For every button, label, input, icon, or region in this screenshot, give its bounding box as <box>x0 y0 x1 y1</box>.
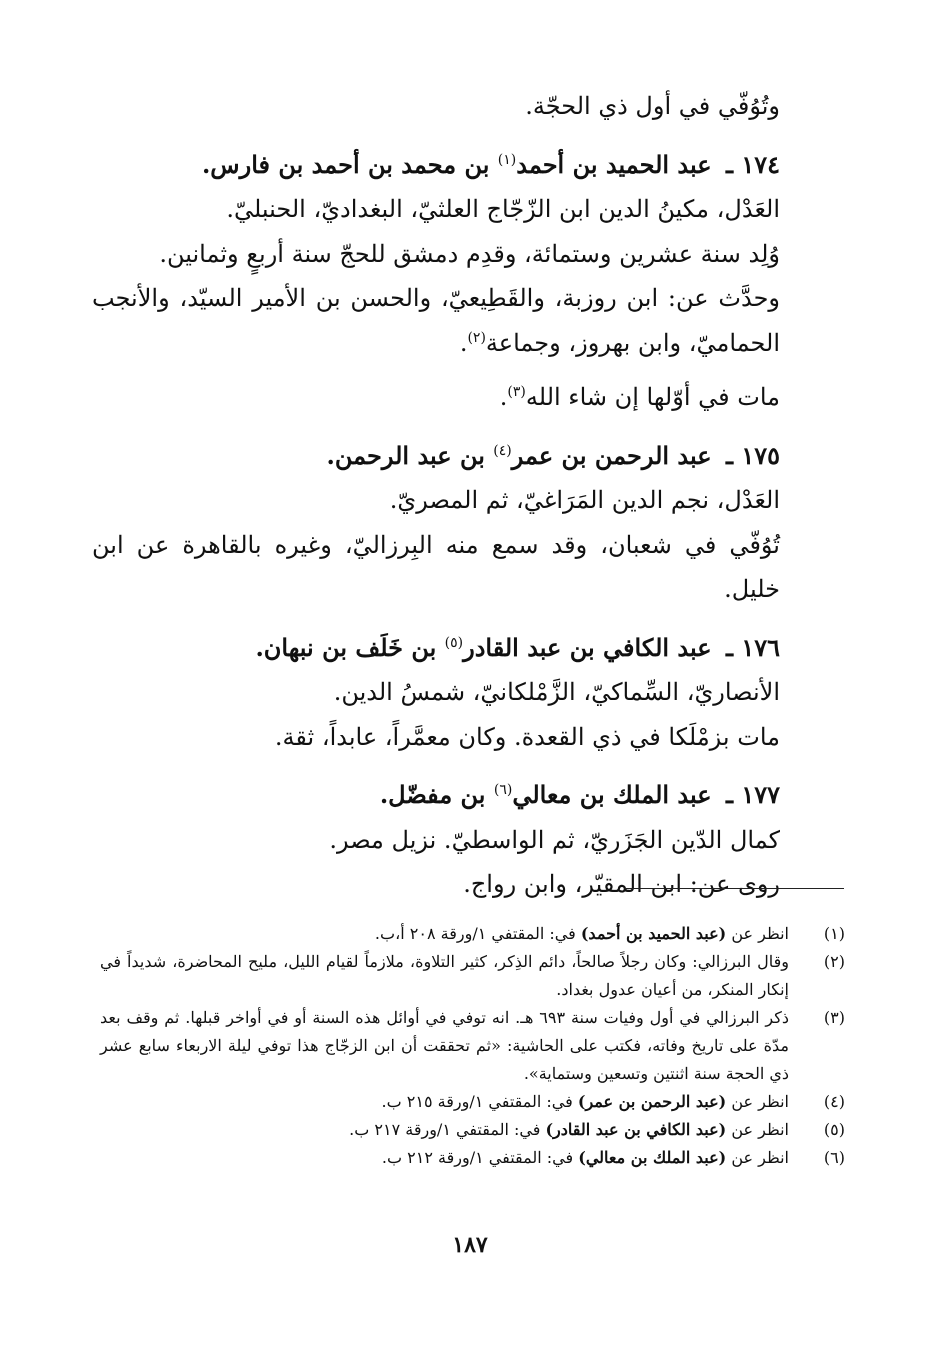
entry-name-rest: بن عبد الرحمن. <box>326 440 485 470</box>
footnote-text: وقال البرزالي: وكان رجلاً صالحاً، دائم الذِكر، كثير التلاوة، ملازماً لقيام الليل، مليح المحاضرة، شديداً في إنكار المنكر، من أعيان عدول بغداد. <box>100 952 789 999</box>
footnote-ref[interactable]: (١) <box>497 151 517 168</box>
entry-wrapped-line: وحدَّث عن: ابن روزبة، والقَطِيعيّ، والحسن بن الأمير السيّد، والأنجب الحماميّ، وابن بهروز، وجماعة$^{(٢)}$. <box>92 284 780 357</box>
footnote <box>100 920 845 948</box>
entry-name: عبد الرحمن بن عمر <box>511 440 712 470</box>
entry-line: العَدْل، نجم الدين المَرَاغيّ، ثم المصريّ. <box>389 486 780 514</box>
footnote-number: (٦) <box>823 1148 845 1167</box>
entry-174 <box>92 143 780 420</box>
entry-number: ١٧٥ ـ <box>725 440 780 470</box>
footnote-ref[interactable]: (٥) <box>444 634 464 651</box>
entry-number: ١٧٦ ـ <box>725 632 780 662</box>
footnote <box>100 1088 845 1116</box>
entry-name: عبد الكافي بن عبد القادر <box>463 632 712 662</box>
footnote-text: انظر عن (عبد الكافي بن عبد القادر) في: المقتفي ١/ورقة ٢١٧ ب. <box>349 1120 789 1139</box>
entry-last-line: مات في أوّلها إن شاء الله$^{(٣)}$. <box>499 383 780 411</box>
entry-number: ١٧٧ ـ <box>725 780 780 809</box>
entry-name: عبد الملك بن معالي <box>512 780 712 809</box>
footnote-number: (٤) <box>823 1092 845 1111</box>
footnote <box>100 1144 845 1172</box>
footnote-text: انظر عن (عبد الحميد بن أحمد) في: المقتفي ١/ورقة ٢٠٨ أ،ب. <box>374 924 789 943</box>
entry-line: مات بزمْلَكا في ذي القعدة. وكان معمَّراً، عابداً، ثقة. <box>274 722 780 751</box>
footnote-number: (١) <box>823 924 845 943</box>
footnote-number: (٢) <box>823 952 845 971</box>
entry-176 <box>92 626 780 760</box>
entry-heading <box>92 773 780 818</box>
main-text <box>92 84 780 907</box>
footnote-text: انظر عن (عبد الملك بن معالي) في: المقتفي ١/ورقة ٢١٢ ب. <box>381 1148 789 1167</box>
opening-line: وتُوُفّي في أول ذي الحجّة. <box>525 92 780 120</box>
entry-line: روى عن: ابن المقيّر، وابن رواج. <box>463 870 780 898</box>
entry-name-rest: بن محمد بن أحمد بن فارس. <box>201 149 490 179</box>
footnote-ref[interactable]: (٦) <box>493 782 513 798</box>
footnote-text: انظر عن (عبد الرحمن بن عمر) في: المقتفي ١/ورقة ٢١٥ ب. <box>381 1092 789 1111</box>
entry-name: عبد الحميد بن أحمد <box>516 149 712 179</box>
footnote-ref[interactable]: (٢) <box>467 329 486 346</box>
page-number: ١٨٧ <box>452 1232 488 1258</box>
entry-name-rest: بن مفضّل. <box>379 780 486 809</box>
footnote-text: ذكر البرزالي في أول وفيات سنة ٦٩٣ هـ. انه توفي في أوائل هذه السنة أو في أواخر قبلها. ثم وقف بعد مدّة على تاريخ وفاته، فكتب على الحاشية: «ثم تحققت أن ابن الزجّاج هذا توفي ليلة الاربعاء سابع عشر ذي الحجة سنة اثنتين وتسعين وستماية». <box>100 1008 789 1083</box>
footnote <box>100 1004 845 1088</box>
entry-wrapped-line: تُوُفّي في شعبان، وقد سمع منه البِرزاليّ، وغيره بالقاهرة عن ابن خليل. <box>92 530 780 603</box>
footnote-number: (٥) <box>823 1120 845 1139</box>
entry-number: ١٧٤ ـ <box>725 149 780 179</box>
entry-line: العَدْل، مكينُ الدين ابن الزّجّاج العلثيّ، البغداديّ، الحنبليّ. <box>226 195 780 223</box>
entry-heading <box>92 143 780 188</box>
footnote-number: (٣) <box>823 1008 845 1027</box>
footnotes <box>100 920 845 1172</box>
footnote <box>100 1116 845 1144</box>
entry-heading <box>92 434 780 479</box>
footnote <box>100 948 845 1004</box>
footnote-separator-rule <box>624 888 844 889</box>
entry-line: كمال الدّين الجَزَريّ، ثم الواسطيّ. نزيل مصر. <box>329 825 780 854</box>
footnote-ref[interactable]: (٣) <box>507 384 526 400</box>
entry-name-rest: بن خَلَف بن نبهان. <box>255 632 437 662</box>
entry-177 <box>92 773 780 907</box>
entry-line: وُلِد سنة عشرين وستمائة، وقدِم دمشق للحجّ سنة أربعٍ وثمانين. <box>159 239 780 268</box>
entry-line: الأنصاريّ، السِّماكيّ، الزَّمْلكانيّ، شمسُ الدين. <box>333 678 780 706</box>
footnote-ref[interactable]: (٤) <box>493 442 512 459</box>
entry-heading <box>92 626 780 671</box>
entry-175 <box>92 434 780 612</box>
